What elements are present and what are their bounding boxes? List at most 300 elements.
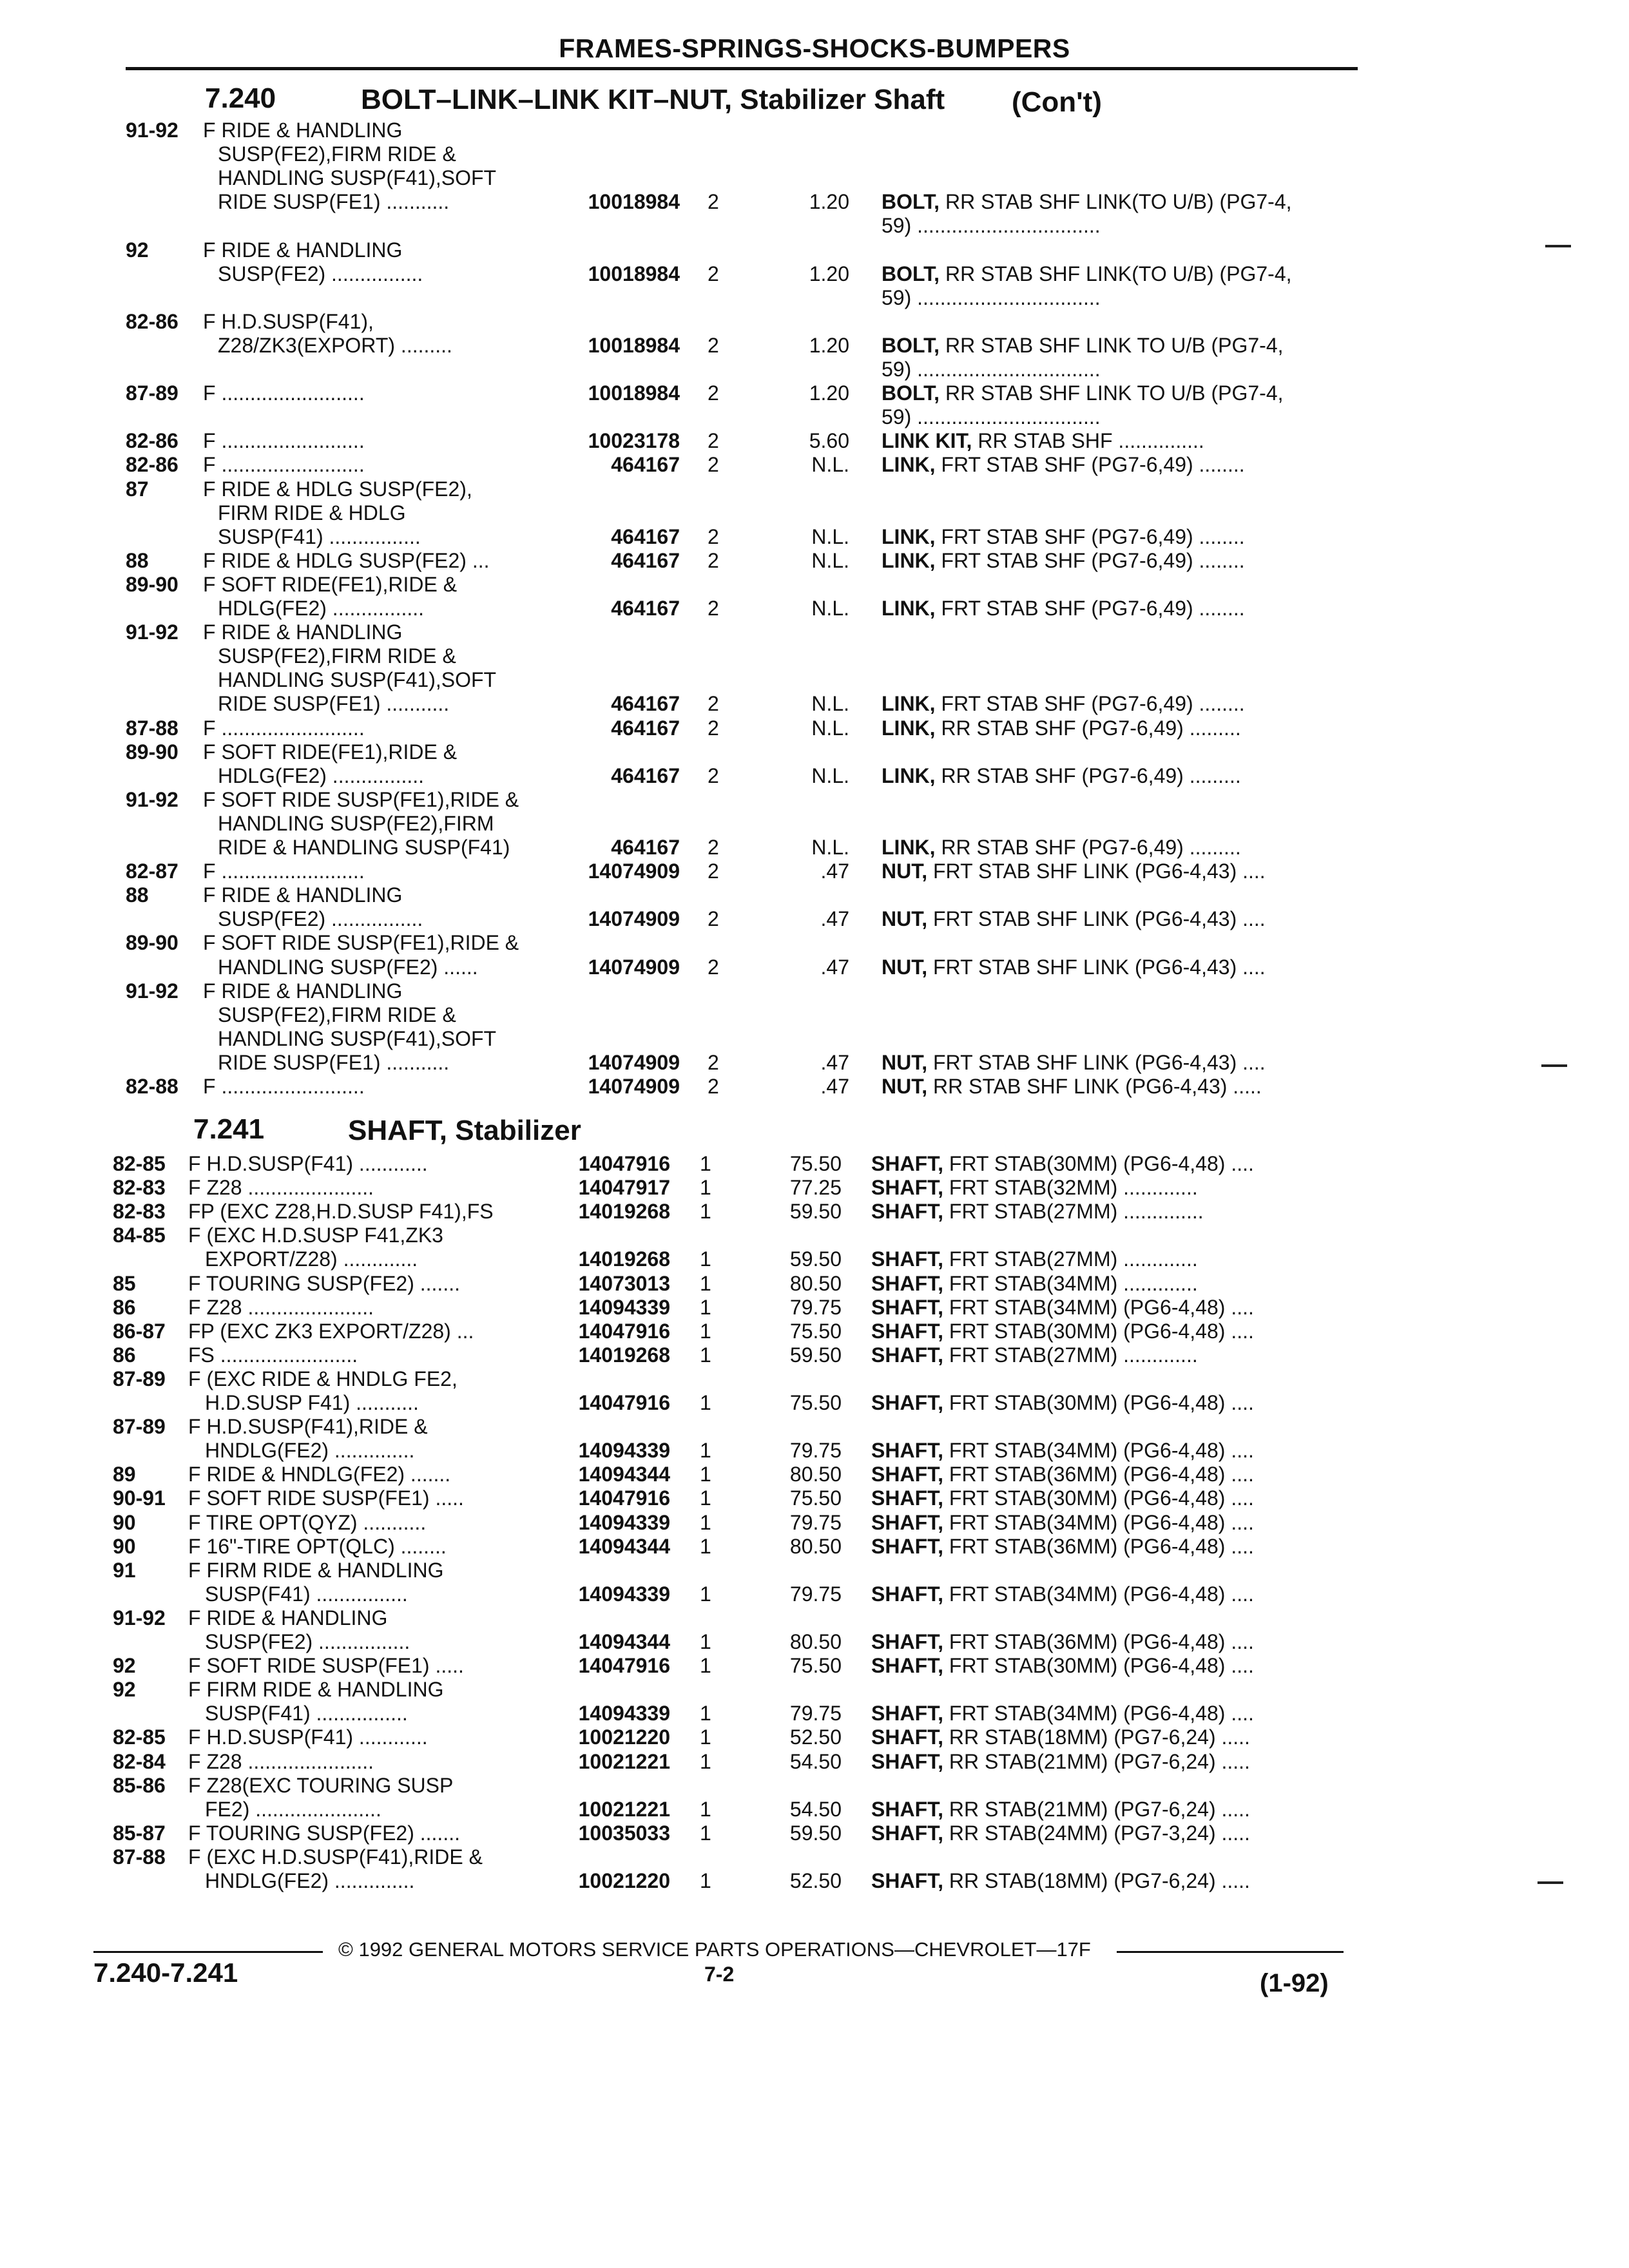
part-description-text: RR STAB(24MM) (PG7-3,24) .....: [949, 1821, 1250, 1845]
part-description: [871, 1463, 1254, 1486]
table-row: [0, 334, 1629, 358]
part-description: [882, 214, 1101, 238]
part-keyword: SHAFT,: [871, 1486, 943, 1510]
part-keyword: SHAFT,: [871, 1247, 943, 1271]
part-description-text: RR STAB(18MM) (PG7-6,24) .....: [949, 1725, 1250, 1749]
quantity: 1: [700, 1319, 711, 1343]
price: 77.25: [789, 1176, 842, 1200]
part-description-text: RR STAB SHF LINK(TO U/B) (PG7-4,: [945, 262, 1292, 285]
quantity: 1: [700, 1869, 711, 1892]
table-row: [0, 1535, 1629, 1559]
table-row: [0, 1343, 1629, 1367]
model-year: 82-86: [126, 309, 178, 333]
table-row: [0, 716, 1629, 740]
model-year: 88: [126, 883, 149, 907]
part-description-text: RR STAB(21MM) (PG7-6,24) .....: [949, 1797, 1250, 1821]
table-row: [0, 214, 1629, 238]
part-keyword: SHAFT,: [871, 1630, 943, 1653]
part-number: 14047916: [578, 1654, 670, 1678]
part-description: [871, 1798, 1250, 1821]
part-description-text: FRT STAB(27MM) ..............: [949, 1200, 1204, 1224]
part-description: [882, 381, 1284, 405]
part-description-text: RR STAB SHF LINK TO U/B (PG7-4,: [945, 333, 1284, 357]
table-row: [0, 1200, 1629, 1224]
table-row: [0, 1391, 1629, 1415]
table-row: [0, 238, 1629, 262]
model-year: 87: [126, 477, 149, 501]
model-year: 82-86: [126, 453, 178, 477]
price: 79.75: [789, 1510, 842, 1534]
part-number: 14047916: [578, 1391, 670, 1414]
part-keyword: LINK,: [882, 716, 936, 740]
application-text: Z28/ZK3(EXPORT) .........: [218, 333, 452, 357]
part-description-text: FRT STAB SHF (PG7-6,49) ........: [941, 548, 1245, 572]
part-description: [871, 1535, 1254, 1559]
part-description: [882, 429, 1204, 453]
table-row: [0, 1869, 1629, 1893]
part-number: 10021220: [578, 1725, 670, 1749]
table-row: [0, 1606, 1629, 1630]
part-number: 10018984: [588, 333, 680, 357]
application-text: F SOFT RIDE(FE1),RIDE &: [203, 740, 458, 764]
model-year: 85-87: [113, 1821, 166, 1845]
model-year: 89-90: [126, 740, 178, 764]
quantity: 1: [700, 1463, 711, 1486]
application-text: F .........................: [203, 453, 365, 477]
price: 52.50: [789, 1725, 842, 1749]
application-text: SUSP(FE2),FIRM RIDE &: [218, 1003, 456, 1026]
part-description-text: RR STAB SHF LINK (PG6-4,43) .....: [933, 1075, 1262, 1098]
part-keyword: SHAFT,: [871, 1463, 943, 1486]
model-year: 91: [113, 1558, 136, 1582]
part-description-text: FRT STAB SHF LINK (PG6-4,43) ....: [933, 907, 1266, 931]
quantity: 1: [700, 1797, 711, 1821]
application-text: F Z28 ......................: [188, 1176, 374, 1200]
model-year: 84-85: [113, 1224, 166, 1247]
part-description-text: FRT STAB SHF (PG7-6,49) ........: [941, 692, 1245, 716]
application-text: F (EXC RIDE & HNDLG FE2,: [188, 1367, 458, 1390]
table-row: [0, 381, 1629, 405]
application-text: SUSP(FE2) ................: [218, 907, 423, 931]
application-text: F RIDE & HANDLING: [188, 1606, 388, 1629]
part-keyword: SHAFT,: [871, 1319, 943, 1343]
price: .47: [820, 907, 849, 931]
part-number: 10018984: [588, 262, 680, 285]
model-year: 91-92: [126, 119, 178, 142]
part-description: [882, 716, 1241, 740]
quantity: 2: [708, 1050, 719, 1074]
part-number: 14094339: [578, 1439, 670, 1463]
part-description-text: RR STAB(18MM) (PG7-6,24) .....: [949, 1869, 1250, 1892]
part-description: [882, 836, 1241, 860]
application-text: F H.D.SUSP(F41),: [203, 309, 374, 333]
part-number: 14074909: [588, 955, 680, 979]
model-year: 89-90: [126, 572, 178, 596]
quantity: 1: [700, 1439, 711, 1463]
table-row: [0, 477, 1629, 501]
part-description-text: 59) ................................: [882, 214, 1101, 238]
part-description-text: FRT STAB(34MM) .............: [949, 1271, 1198, 1295]
part-description: [882, 860, 1266, 883]
price: N.L.: [811, 764, 849, 787]
model-year: 91-92: [126, 979, 178, 1003]
part-number: 14094339: [578, 1582, 670, 1606]
price: 1.20: [809, 190, 849, 214]
table-row: [0, 1152, 1629, 1176]
table-row: [0, 1511, 1629, 1535]
model-year: 87-89: [113, 1415, 166, 1439]
application-text: FE2) ......................: [205, 1797, 381, 1821]
quantity: 2: [708, 548, 719, 572]
section-title: SHAFT, Stabilizer: [348, 1115, 581, 1146]
price: 1.20: [809, 381, 849, 405]
application-text: F RIDE & HANDLING: [203, 883, 403, 907]
model-year: 89-90: [126, 931, 178, 955]
quantity: 1: [700, 1749, 711, 1773]
part-description-text: RR STAB SHF LINK TO U/B (PG7-4,: [945, 381, 1284, 405]
application-text: SUSP(F41) ................: [205, 1582, 408, 1606]
application-text: HNDLG(FE2) ..............: [205, 1869, 415, 1892]
price: .47: [820, 860, 849, 883]
footer-page-number: 7-2: [704, 1963, 735, 1986]
model-year: 87-88: [113, 1845, 166, 1869]
table-row: [0, 1224, 1629, 1247]
table-row: [0, 1559, 1629, 1582]
footer-copyright: © 1992 GENERAL MOTORS SERVICE PARTS OPERATIONS—CHEVROLET—17F: [338, 1938, 1091, 1961]
part-keyword: LINK,: [882, 692, 936, 716]
application-text: F .........................: [203, 381, 365, 405]
part-keyword: LINK,: [882, 836, 936, 859]
application-text: FIRM RIDE & HDLG: [218, 501, 406, 524]
application-text: F TOURING SUSP(FE2) .......: [188, 1821, 460, 1845]
quantity: 1: [700, 1630, 711, 1653]
footer-section-range: 7.240-7.241: [93, 1957, 238, 1988]
part-keyword: SHAFT,: [871, 1439, 943, 1463]
table-row: [0, 597, 1629, 620]
part-description-text: FRT STAB(34MM) (PG6-4,48) ....: [949, 1510, 1254, 1534]
model-year: 87-88: [126, 716, 178, 740]
part-description: [871, 1486, 1254, 1510]
part-description: [882, 1051, 1266, 1075]
price: N.L.: [811, 453, 849, 477]
part-description: [882, 405, 1101, 429]
application-text: SUSP(FE2),FIRM RIDE &: [218, 644, 456, 668]
part-keyword: SHAFT,: [871, 1582, 943, 1606]
application-text: FP (EXC ZK3 EXPORT/Z28) ...: [188, 1319, 474, 1343]
application-text: F Z28 ......................: [188, 1295, 374, 1319]
part-description: [871, 1296, 1254, 1320]
application-text: F TIRE OPT(QYZ) ...........: [188, 1510, 427, 1534]
part-number: 14094339: [578, 1702, 670, 1725]
table-row: [0, 1075, 1629, 1099]
part-description: [871, 1582, 1254, 1606]
table-row: [0, 142, 1629, 166]
application-text: F H.D.SUSP(F41),RIDE &: [188, 1415, 428, 1439]
quantity: 2: [708, 333, 719, 357]
application-text: RIDE SUSP(FE1) ...........: [218, 190, 450, 214]
part-description-text: FRT STAB(36MM) (PG6-4,48) ....: [949, 1630, 1254, 1653]
application-text: F RIDE & HDLG SUSP(FE2) ...: [203, 548, 490, 572]
price: N.L.: [811, 548, 849, 572]
price: 54.50: [789, 1797, 842, 1821]
part-description-text: FRT STAB(34MM) (PG6-4,48) ....: [949, 1295, 1254, 1319]
price: 5.60: [809, 429, 849, 453]
table-row: [0, 1582, 1629, 1606]
part-number: 14094339: [578, 1510, 670, 1534]
part-number: 14047916: [578, 1319, 670, 1343]
price: 1.20: [809, 333, 849, 357]
quantity: 2: [708, 955, 719, 979]
part-keyword: LINK,: [882, 597, 936, 620]
table-row: [0, 740, 1629, 764]
application-text: FP (EXC Z28,H.D.SUSP F41),FS: [188, 1200, 494, 1224]
application-text: F SOFT RIDE SUSP(FE1),RIDE &: [203, 931, 519, 955]
model-year: 91-92: [113, 1606, 166, 1629]
price: 59.50: [789, 1200, 842, 1224]
quantity: 2: [708, 453, 719, 477]
application-text: HDLG(FE2) ................: [218, 597, 425, 620]
table-row: [0, 166, 1629, 190]
table-row: [0, 1463, 1629, 1486]
part-description: [871, 1439, 1254, 1463]
table-row: [0, 883, 1629, 907]
part-number: 10035033: [578, 1821, 670, 1845]
part-description: [882, 764, 1241, 788]
margin-mark: [1537, 1881, 1563, 1884]
table-row: [0, 1320, 1629, 1343]
model-year: 90: [113, 1534, 136, 1558]
part-description-text: FRT STAB(30MM) (PG6-4,48) ....: [949, 1152, 1254, 1175]
part-keyword: LINK,: [882, 548, 936, 572]
part-description-text: FRT STAB(36MM) (PG6-4,48) ....: [949, 1463, 1254, 1486]
price: 59.50: [789, 1821, 842, 1845]
part-description: [882, 334, 1284, 358]
quantity: 2: [708, 190, 719, 214]
table-row: [0, 1272, 1629, 1296]
model-year: 86: [113, 1343, 136, 1367]
part-description: [871, 1200, 1204, 1224]
table-row: [0, 979, 1629, 1003]
section-number: 7.240: [205, 82, 276, 114]
table-row: [0, 525, 1629, 549]
table-row: [0, 405, 1629, 429]
application-text: HDLG(FE2) ................: [218, 764, 425, 787]
part-keyword: SHAFT,: [871, 1869, 943, 1892]
part-description-text: RR STAB SHF ...............: [978, 429, 1204, 453]
part-description: [871, 1343, 1198, 1367]
model-year: 82-86: [126, 429, 178, 453]
part-description-text: FRT STAB(32MM) .............: [949, 1176, 1198, 1200]
part-description: [882, 286, 1101, 310]
part-description: [882, 907, 1266, 931]
application-text: F RIDE & HANDLING: [203, 238, 403, 262]
application-text: RIDE & HANDLING SUSP(F41): [218, 836, 510, 859]
table-row: [0, 1439, 1629, 1463]
price: 75.50: [789, 1152, 842, 1175]
table-row: [0, 907, 1629, 931]
model-year: 82-84: [113, 1749, 166, 1773]
table-row: [0, 1367, 1629, 1391]
quantity: 1: [700, 1200, 711, 1224]
part-number: 10023178: [588, 429, 680, 453]
application-text: EXPORT/Z28) .............: [205, 1247, 418, 1271]
part-keyword: LINK,: [882, 764, 936, 787]
part-number: 14094344: [578, 1630, 670, 1653]
price: .47: [820, 1050, 849, 1074]
part-number: 10021221: [578, 1749, 670, 1773]
table-row: [0, 429, 1629, 453]
part-keyword: LINK KIT,: [882, 429, 972, 453]
quantity: 2: [708, 764, 719, 787]
application-text: HANDLING SUSP(F41),SOFT: [218, 166, 497, 190]
application-text: RIDE SUSP(FE1) ...........: [218, 1050, 450, 1074]
quantity: 1: [700, 1486, 711, 1510]
application-text: F SOFT RIDE SUSP(FE1) .....: [188, 1654, 464, 1678]
price: 75.50: [789, 1486, 842, 1510]
part-keyword: SHAFT,: [871, 1725, 943, 1749]
part-description: [871, 1821, 1250, 1845]
price: 80.50: [789, 1534, 842, 1558]
part-keyword: SHAFT,: [871, 1797, 943, 1821]
application-text: H.D.SUSP F41) ...........: [205, 1391, 419, 1414]
part-description: [882, 956, 1266, 979]
table-row: [0, 860, 1629, 883]
table-row: [0, 644, 1629, 668]
table-row: [0, 788, 1629, 812]
model-year: 88: [126, 548, 149, 572]
footer-rule-right: [1117, 1951, 1344, 1953]
table-row: [0, 1821, 1629, 1845]
part-description: [871, 1869, 1250, 1893]
application-text: HANDLING SUSP(F41),SOFT: [218, 1026, 497, 1050]
application-text: F .........................: [203, 429, 365, 453]
model-year: 82-88: [126, 1075, 178, 1098]
part-keyword: SHAFT,: [871, 1271, 943, 1295]
quantity: 2: [708, 429, 719, 453]
part-description-text: FRT STAB(30MM) (PG6-4,48) ....: [949, 1486, 1254, 1510]
part-description-text: 59) ................................: [882, 285, 1101, 309]
part-number: 14074909: [588, 860, 680, 883]
quantity: 2: [708, 381, 719, 405]
application-text: F SOFT RIDE SUSP(FE1) .....: [188, 1486, 464, 1510]
part-number: 14019268: [578, 1247, 670, 1271]
model-year: 90: [113, 1510, 136, 1534]
model-year: 92: [126, 238, 149, 262]
part-description: [871, 1391, 1254, 1415]
part-description: [871, 1630, 1254, 1654]
part-number: 14047916: [578, 1486, 670, 1510]
application-text: F FIRM RIDE & HANDLING: [188, 1678, 444, 1702]
part-description-text: 59) ................................: [882, 405, 1101, 429]
application-text: SUSP(F41) ................: [218, 524, 421, 548]
part-keyword: NUT,: [882, 1050, 928, 1074]
table-row: [0, 310, 1629, 334]
part-description: [882, 190, 1292, 214]
part-description-text: FRT STAB(34MM) (PG6-4,48) ....: [949, 1582, 1254, 1606]
part-number: 10018984: [588, 381, 680, 405]
table-row: [0, 1176, 1629, 1200]
table-row: [0, 1486, 1629, 1510]
part-description-text: FRT STAB(30MM) (PG6-4,48) ....: [949, 1654, 1254, 1678]
section-title: BOLT–LINK–LINK KIT–NUT, Stabilizer Shaft: [361, 84, 945, 115]
footer-date: (1-92): [1260, 1969, 1329, 1997]
part-description: [871, 1272, 1198, 1296]
table-row: [0, 358, 1629, 381]
table-row: [0, 1630, 1629, 1654]
table-row: [0, 1027, 1629, 1051]
price: 75.50: [789, 1654, 842, 1678]
model-year: 82-85: [113, 1152, 166, 1175]
part-description: [871, 1320, 1254, 1343]
part-keyword: LINK,: [882, 453, 936, 477]
part-keyword: BOLT,: [882, 190, 940, 214]
model-year: 87-89: [126, 381, 178, 405]
application-text: F H.D.SUSP(F41) ............: [188, 1152, 428, 1175]
table-row: [0, 1725, 1629, 1749]
price: 75.50: [789, 1391, 842, 1414]
section-continued: (Con't): [1012, 86, 1102, 118]
part-keyword: SHAFT,: [871, 1654, 943, 1678]
application-text: F (EXC H.D.SUSP F41,ZK3: [188, 1224, 443, 1247]
price: N.L.: [811, 692, 849, 716]
part-number: 10021220: [578, 1869, 670, 1892]
table-row: [0, 956, 1629, 979]
table-row: [0, 1678, 1629, 1702]
part-description-text: FRT STAB SHF (PG7-6,49) ........: [941, 453, 1245, 477]
quantity: 2: [708, 597, 719, 620]
model-year: 91-92: [126, 787, 178, 811]
table-row: [0, 1845, 1629, 1869]
part-keyword: BOLT,: [882, 381, 940, 405]
part-number: 14073013: [578, 1271, 670, 1295]
part-description-text: RR STAB SHF (PG7-6,49) .........: [941, 764, 1241, 787]
part-keyword: NUT,: [882, 955, 928, 979]
application-text: HANDLING SUSP(F41),SOFT: [218, 668, 497, 692]
part-number: 10021221: [578, 1797, 670, 1821]
model-year: 82-85: [113, 1725, 166, 1749]
application-text: F 16"-TIRE OPT(QLC) ........: [188, 1534, 447, 1558]
table-row: [0, 119, 1629, 142]
part-number: 464167: [611, 836, 680, 859]
part-description-text: RR STAB SHF (PG7-6,49) .........: [941, 836, 1241, 859]
part-number: 464167: [611, 764, 680, 787]
part-description-text: FRT STAB(34MM) (PG6-4,48) ....: [949, 1702, 1254, 1725]
model-year: 92: [113, 1654, 136, 1678]
part-keyword: SHAFT,: [871, 1821, 943, 1845]
part-description: [882, 262, 1292, 286]
part-description-text: FRT STAB(30MM) (PG6-4,48) ....: [949, 1391, 1254, 1414]
table-row: [0, 1296, 1629, 1320]
part-number: 464167: [611, 548, 680, 572]
model-year: 92: [113, 1678, 136, 1702]
part-number: 464167: [611, 524, 680, 548]
quantity: 1: [700, 1295, 711, 1319]
price: 79.75: [789, 1582, 842, 1606]
part-description-text: FRT STAB(36MM) (PG6-4,48) ....: [949, 1534, 1254, 1558]
model-year: 85: [113, 1271, 136, 1295]
table-row: [0, 1051, 1629, 1075]
price: 80.50: [789, 1271, 842, 1295]
price: 59.50: [789, 1343, 842, 1367]
price: 75.50: [789, 1319, 842, 1343]
quantity: 1: [700, 1725, 711, 1749]
part-number: 14074909: [588, 1050, 680, 1074]
part-description-text: FRT STAB SHF LINK (PG6-4,43) ....: [933, 860, 1266, 883]
table-row: [0, 286, 1629, 310]
application-text: SUSP(F41) ................: [205, 1702, 408, 1725]
application-text: F Z28(EXC TOURING SUSP: [188, 1773, 454, 1797]
application-text: F Z28 ......................: [188, 1749, 374, 1773]
